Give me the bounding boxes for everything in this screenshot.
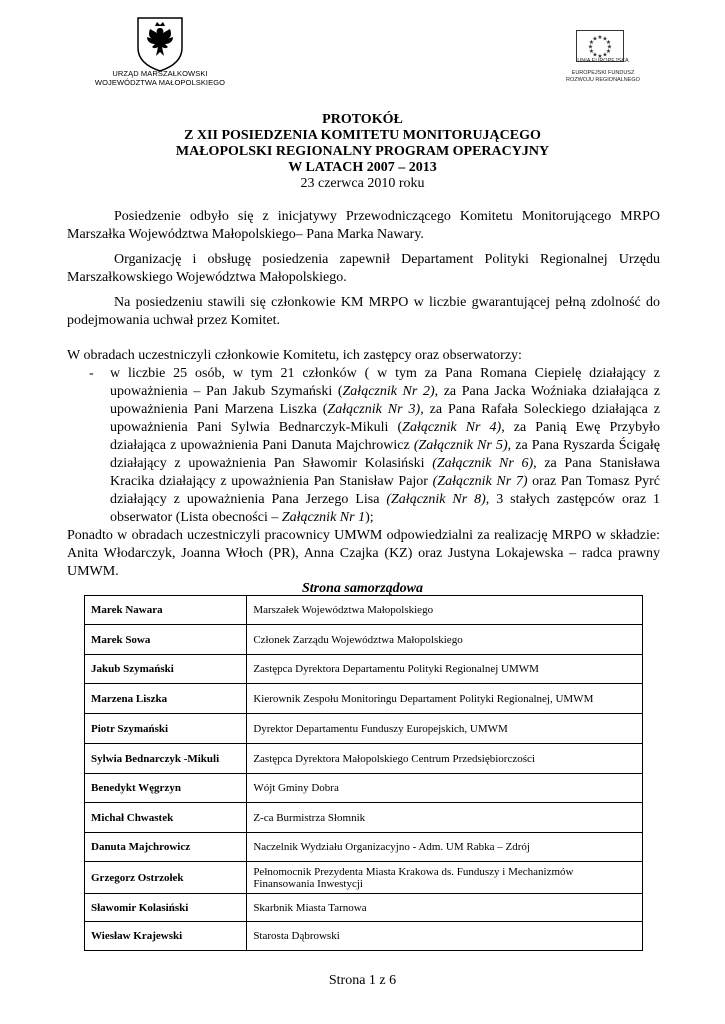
document-body bbox=[67, 208, 660, 581]
item-text: , za Pana Stanisława Kracika działający z upoważnienia Pan Stanisław Pajor bbox=[110, 456, 660, 489]
member-role: Dyrektor Departamentu Funduszy Europejskich, UMWM bbox=[247, 714, 643, 744]
svg-text:★: ★ bbox=[602, 51, 608, 59]
item-text: w liczbie 25 osób, w tym 21 członków ( w tym za Pana Romana Ciepielę działający z upoważnienia – Pan Jakub Szymański ( bbox=[110, 366, 660, 399]
table-row bbox=[85, 625, 643, 655]
table-row bbox=[85, 774, 643, 803]
title-line-1: PROTOKÓŁ bbox=[322, 112, 403, 127]
member-role: Członek Zarządu Województwa Małopolskiego bbox=[247, 625, 643, 655]
svg-text:★: ★ bbox=[605, 48, 612, 55]
list-dash: - bbox=[89, 366, 94, 381]
paragraph-quorum: Na posiedzeniu stawili się członkowie KM MRPO w liczbie gwarantującej pełną zdolność do podejmowania uchwał przez Komitet. bbox=[67, 295, 660, 328]
table-row bbox=[85, 922, 643, 951]
attachment-ref: (Załącznik Nr 6) bbox=[432, 456, 534, 471]
item-text: , 3 stałych zastępców oraz 1 obserwator (Lista obecności – bbox=[110, 492, 660, 525]
meeting-date: 23 czerwca 2010 roku bbox=[300, 176, 425, 191]
attachment-ref: (Załącznik Nr 7) bbox=[432, 474, 528, 489]
member-role: Starosta Dąbrowski bbox=[247, 922, 643, 951]
table-row bbox=[85, 803, 643, 833]
title-line-2: Z XII POSIEDZENIA KOMITETU MONITORUJĄCEGO bbox=[184, 128, 541, 143]
member-role: Wójt Gminy Dobra bbox=[247, 774, 643, 803]
member-role: Zastępca Dyrektora Małopolskiego Centrum Przedsiębiorczości bbox=[247, 744, 643, 774]
table-row bbox=[85, 833, 643, 862]
document-title bbox=[0, 112, 725, 192]
member-name: Jakub Szymański bbox=[85, 655, 247, 684]
paragraph-organization: Organizację i obsługę posiedzenia zapewnił Departament Polityki Regionalnej Urzędu Marszałkowskiego Województwa Małopolskiego. bbox=[67, 252, 660, 285]
paragraph-umwm-staff: Ponadto w obradach uczestniczyli pracownicy UMWM odpowiedzialni za realizację MRPO w składzie: Anita Włodarczyk, Joanna Włoch (PR), Anna Czajka (KZ) oraz Justyna Lokajewska – radca prawny UMWM. bbox=[67, 528, 660, 579]
members-table bbox=[84, 595, 643, 951]
member-role: Zastępca Dyrektora Departamentu Polityki Regionalnej UMWM bbox=[247, 655, 643, 684]
table-row bbox=[85, 596, 643, 625]
eu-line-2: EUROPEJSKI FUNDUSZ bbox=[571, 70, 635, 76]
member-role: Kierownik Zespołu Monitoringu Departament Polityki Regionalnej, UMWM bbox=[247, 684, 643, 714]
member-name: Grzegorz Ostrzołek bbox=[85, 862, 247, 894]
table-row bbox=[85, 655, 643, 684]
item-text: , za Pana Rafała Soleckiego działająca z upoważnienia Pani Sylwia Bednarczyk-Mikuli ( bbox=[110, 402, 660, 435]
eu-line-1: UNIA EUROPEJSKA bbox=[577, 58, 629, 64]
item-text: oraz Pan Tomasz Pyrć działający z upoważnienia Pana Jerzego Lisa bbox=[110, 474, 660, 507]
member-name: Sławomir Kolasiński bbox=[85, 894, 247, 922]
table-row bbox=[85, 714, 643, 744]
svg-text:★: ★ bbox=[597, 53, 603, 60]
malopolska-eagle-crest-icon bbox=[136, 16, 184, 72]
participants-list-item bbox=[67, 365, 660, 527]
item-text: , za Panią Ewę Przybyło działająca z upoważnienia Pani Danuta Majchrowicz bbox=[110, 420, 661, 453]
member-name: Benedykt Węgrzyn bbox=[85, 774, 247, 803]
svg-text:★: ★ bbox=[588, 48, 595, 55]
member-name: Marzena Liszka bbox=[85, 684, 247, 714]
attachment-ref: Załącznik Nr 4) bbox=[402, 420, 502, 435]
svg-text:★: ★ bbox=[592, 35, 598, 43]
paragraph-participants-intro: W obradach uczestniczyli członkowie Komitetu, ich zastępcy oraz obserwatorzy: bbox=[67, 348, 522, 363]
member-role: Z-ca Burmistrza Słomnik bbox=[247, 803, 643, 833]
member-name: Danuta Majchrowicz bbox=[85, 833, 247, 862]
page-header bbox=[0, 0, 725, 100]
page-number: Strona 1 z 6 bbox=[328, 973, 397, 988]
member-role: Naczelnik Wydziału Organizacyjno - Adm. UM Rabka – Zdrój bbox=[247, 833, 643, 862]
urzad-line-2: WOJEWÓDZTWA MAŁOPOLSKIEGO bbox=[94, 78, 226, 87]
svg-text:★: ★ bbox=[592, 51, 598, 59]
section-title-strona-samorzadowa: Strona samorządowa bbox=[302, 581, 423, 596]
svg-text:★: ★ bbox=[602, 35, 608, 43]
table-row bbox=[85, 744, 643, 774]
svg-text:★: ★ bbox=[605, 39, 612, 46]
member-role: Marszałek Województwa Małopolskiego bbox=[247, 596, 643, 625]
title-line-4: W LATACH 2007 – 2013 bbox=[288, 160, 437, 175]
table-row bbox=[85, 684, 643, 714]
attachment-ref: Załącznik Nr 2) bbox=[342, 384, 435, 399]
member-name: Wiesław Krajewski bbox=[85, 922, 247, 951]
member-role: Skarbnik Miasta Tarnowa bbox=[247, 894, 643, 922]
attachment-ref: Załącznik Nr 3) bbox=[327, 402, 421, 417]
svg-text:★: ★ bbox=[597, 34, 603, 41]
attachment-ref: Załącznik Nr 1 bbox=[281, 510, 366, 525]
attachment-ref: (Załącznik Nr 5) bbox=[413, 438, 508, 453]
urzad-marszalkowski-label bbox=[80, 69, 240, 87]
member-name: Piotr Szymański bbox=[85, 714, 247, 744]
eu-line-3: ROZWOJU REGIONALNEGO bbox=[566, 77, 640, 83]
svg-text:★: ★ bbox=[606, 43, 613, 51]
table-row bbox=[85, 862, 643, 894]
item-text: ); bbox=[365, 510, 374, 525]
member-role: Pełnomocnik Prezydenta Miasta Krakowa ds. Funduszy i Mechanizmów Finansowania Inwestycji bbox=[247, 862, 643, 894]
item-text: , za Pana Ryszarda Ścigałę działający z upoważnienia Pan Sławomir Kolasiński bbox=[110, 438, 660, 471]
eu-label bbox=[556, 58, 650, 84]
title-line-3: MAŁOPOLSKI REGIONALNY PROGRAM OPERACYJNY bbox=[175, 144, 550, 159]
svg-text:★: ★ bbox=[588, 39, 595, 46]
member-name: Marek Nawara bbox=[85, 596, 247, 625]
member-name: Sylwia Bednarczyk -Mikuli bbox=[85, 744, 247, 774]
paragraph-initiative: Posiedzenie odbyło się z inicjatywy Przewodniczącego Komitetu Monitorującego MRPO Marszałka Województwa Małopolskiego– Pana Marka Nawary. bbox=[67, 209, 660, 242]
attachment-ref: (Załącznik Nr 8) bbox=[386, 492, 486, 507]
svg-text:★: ★ bbox=[587, 43, 594, 51]
item-text: , za Pana Jacka Woźniaka działająca z upoważnienia Pani Marzena Liszka ( bbox=[110, 384, 660, 417]
table-row bbox=[85, 894, 643, 922]
member-name: Marek Sowa bbox=[85, 625, 247, 655]
member-name: Michał Chwastek bbox=[85, 803, 247, 833]
urzad-line-1: URZĄD MARSZAŁKOWSKI bbox=[112, 69, 208, 78]
